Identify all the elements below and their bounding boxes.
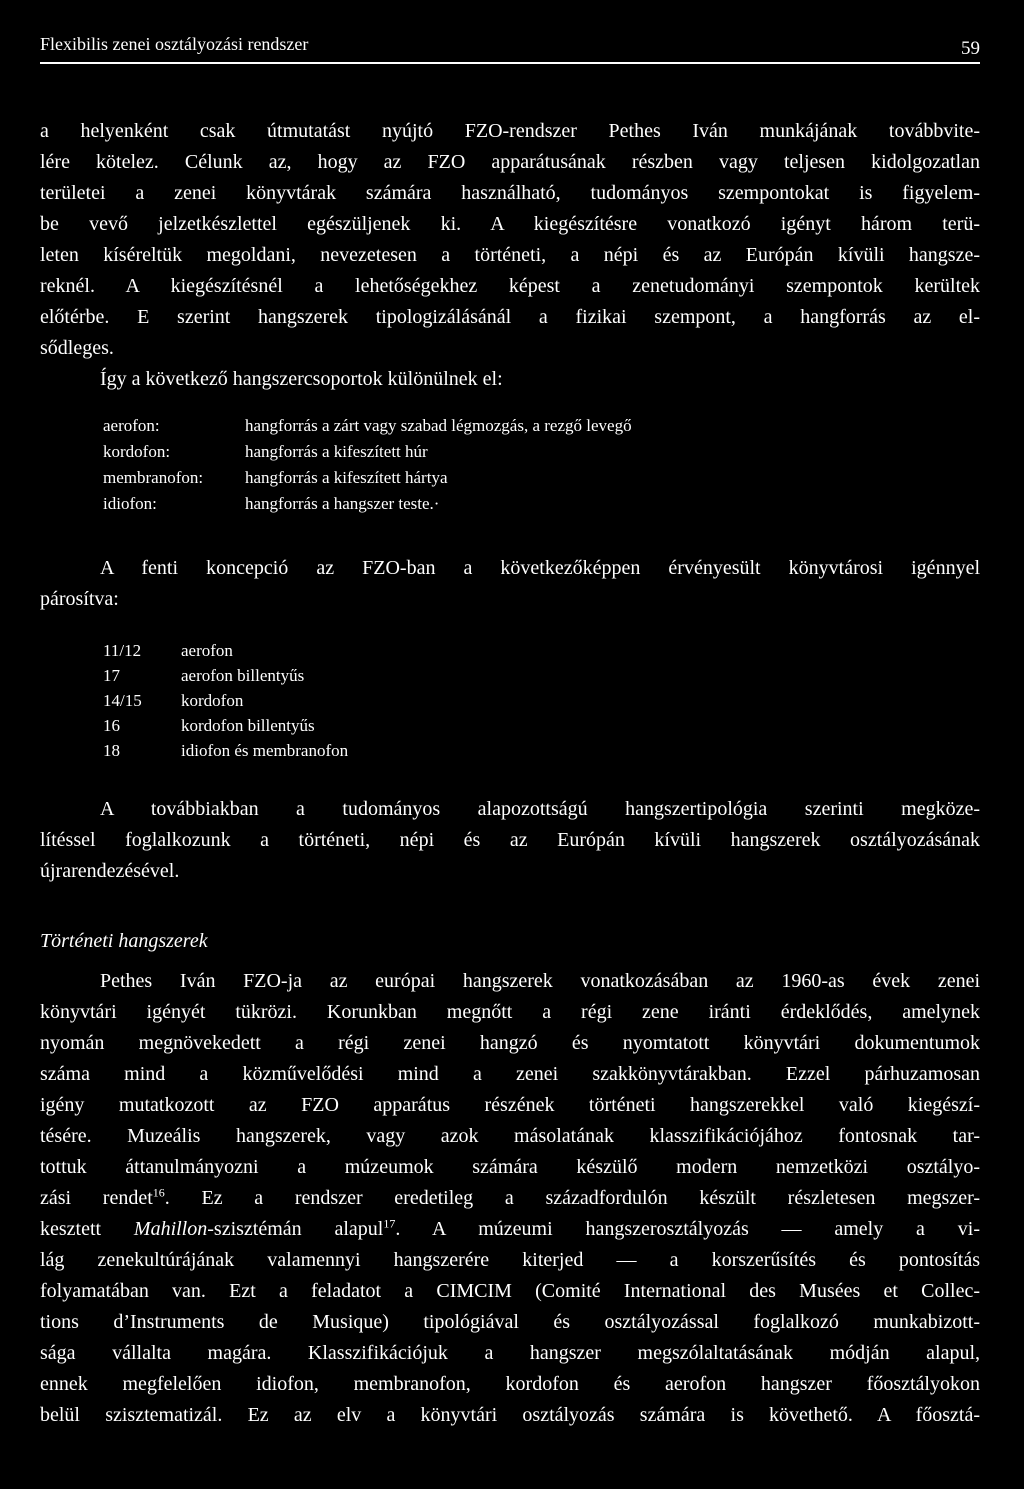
text-segment: . A múzeumi hangszerosztályozás — amely a vi- [395,1218,980,1240]
class-description: kordofon [181,691,244,710]
list-item [103,638,603,663]
footnote-ref-16[interactable]: 16 [152,1185,165,1200]
class-code: 17 [103,666,120,685]
list-item [103,738,603,763]
text-line: leten kíséreltük megoldani, nevezetesen a történeti, a népi és az Európán kívüli hangsze- [40,244,980,266]
running-title: Flexibilis zenei osztályozási rendszer [40,34,309,54]
text-line: tions d’Instruments de Musique) tipológiával és osztályozással foglalkozó munkabizott- [40,1311,980,1333]
text-segment: -szisztémán alapul [207,1218,384,1240]
text-line: tottuk áttanulmányozni a múzeumok számára készülő modern nemzetközi osztályo- [40,1156,980,1178]
text-line-with-footnote [40,1214,980,1245]
class-code: 18 [103,741,120,760]
text-line: folyamatában van. Ezt a feladatot a CIMCIM (Comité International des Musées et Collec- [40,1280,980,1302]
text-line: belül szisztematizál. Ez az elv a könyvtári osztályozás számára is követhető. A főosztá- [40,1404,980,1426]
text-line: területei a zenei könyvtárak számára használható, tudományos szempontokat is figyelem- [40,182,980,204]
paragraph-3 [40,794,980,887]
class-description: idiofon és membranofon [181,741,349,760]
text-line: száma mind a közművelődési mind a zenei szakkönyvtárakban. Ezzel párhuzamosan [40,1063,980,1085]
running-header [40,34,980,64]
text-line: tésére. Muzeális hangszerek, vagy azok másolatának klasszifikációjához fontosnak tar- [40,1125,980,1147]
text-line: ennek megfelelően idiofon, membranofon, kordofon és aerofon hangszer főosztályokon [40,1373,980,1395]
list-item [103,439,903,465]
text-segment: kesztett [40,1218,134,1240]
text-line: a helyenként csak útmutatást nyújtó FZO-rendszer Pethes Iván munkájának továbbvite- [40,120,980,142]
text-line-with-footnote [40,1183,980,1214]
header-rule [40,62,980,64]
group-description: hangforrás a kifeszített húr [245,442,428,461]
text-segment: . Ez a rendszer eredetileg a századfordulón készült részletesen megszer- [164,1187,980,1209]
group-term: aerofon: [103,416,160,435]
text-line: sődleges. [40,337,114,359]
group-description: hangforrás a hangszer teste.· [245,494,440,513]
list-item [103,413,903,439]
section-heading: Történeti hangszerek [40,930,208,952]
instrument-group-list [103,413,903,517]
text-line: könyvtári igényét tükrözi. Korunkban megnőtt a régi zene iránti érdeklődés, amelynek [40,1001,980,1023]
class-code: 16 [103,716,120,735]
text-line: lére kötelez. Célunk az, hogy az FZO apparátusának részben vagy teljesen kidolgozatlan [40,151,980,173]
class-description: aerofon billentyűs [181,666,305,685]
text-line: be vevő jelzetkészlettel egészüljenek ki. A kiegészítésre vonatkozó igényt három terü- [40,213,980,235]
paragraph-4 [40,966,980,1431]
paragraph-1 [40,116,980,395]
text-line: Pethes Iván FZO-ja az európai hangszerek vonatkozásában az 1960-as évek zenei [100,970,980,992]
text-line: lítéssel foglalkozunk a történeti, népi és az Európán kívüli hangszerek osztályozásának [40,829,980,851]
text-line: A fenti koncepció az FZO-ban a következőképpen érvényesült könyvtárosi igénnyel [100,557,980,579]
list-item [103,663,603,688]
classification-code-list [103,638,603,763]
class-code: 11/12 [103,641,142,660]
class-code: 14/15 [103,691,142,710]
group-term: idiofon: [103,494,157,513]
list-item [103,465,903,491]
group-description: hangforrás a zárt vagy szabad légmozgás, a rezgő levegő [245,416,632,435]
text-line: újrarendezésével. [40,860,180,882]
page-number: 59 [961,38,980,59]
list-item [103,491,903,517]
intro-line: Így a következő hangszercsoportok különülnek el: [100,368,503,390]
group-term: membranofon: [103,468,204,487]
text-line: reknél. A kiegészítésnél a lehetőségekhez képest a zenetudományi szempontok kerültek [40,275,980,297]
footnote-ref-17[interactable]: 17 [383,1216,396,1231]
group-term: kordofon: [103,442,171,461]
text-line: előtérbe. E szerint hangszerek tipologizálásánál a fizikai szempont, a hangforrás az el- [40,306,980,328]
text-line: lág zenekultúrájának valamennyi hangszerére kiterjed — a korszerűsítés és pontosítás [40,1249,980,1271]
italic-name: Mahillon [133,1218,208,1240]
text-segment: zási rendet [40,1187,153,1209]
class-description: kordofon billentyűs [181,716,315,735]
text-line: párosítva: [40,588,119,610]
text-line: sága vállalta magára. Klasszifikációjuk a hangszer megszólaltatásának módján alapul, [40,1342,980,1364]
list-item [103,713,603,738]
text-line: nyomán megnövekedett a régi zenei hangzó és nyomtatott könyvtári dokumentumok [40,1032,980,1054]
class-description: aerofon [181,641,233,660]
text-line: A továbbiakban a tudományos alapozottságú hangszertipológia szerinti megköze- [100,798,980,820]
paragraph-2 [40,553,980,615]
list-item [103,688,603,713]
text-line: igény mutatkozott az FZO apparátus részének történeti hangszerekkel való kiegészí- [40,1094,980,1116]
group-description: hangforrás a kifeszített hártya [245,468,448,487]
